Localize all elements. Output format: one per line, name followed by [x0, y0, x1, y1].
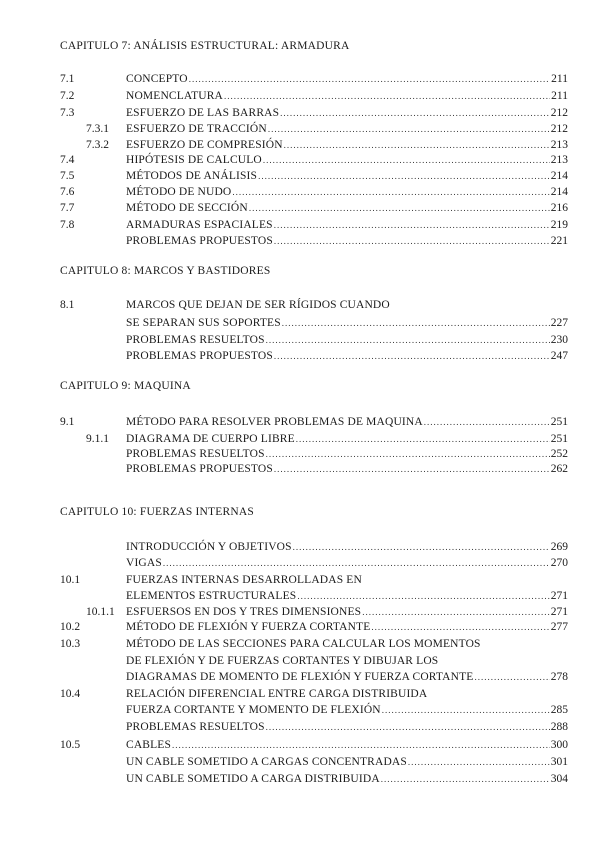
- dot-leader: [266, 446, 550, 462]
- toc-entry[interactable]: [0, 184, 600, 200]
- section-title: HIPÓTESIS DE CALCULO: [126, 154, 262, 166]
- toc-entry[interactable]: [0, 332, 600, 348]
- page-number: 304: [550, 773, 568, 785]
- page-number: 221: [550, 235, 568, 247]
- dot-leader: [172, 737, 550, 753]
- section-title: ARMADURAS ESPACIALES: [126, 219, 273, 231]
- section-title: CONCEPTO: [126, 73, 188, 85]
- toc-entry[interactable]: [0, 152, 600, 168]
- chapter-title: CAPITULO 7: ANÁLISIS ESTRUCTURAL: ARMADURA: [60, 40, 350, 52]
- page-number: 212: [550, 107, 568, 119]
- section-number: 10.5: [60, 739, 81, 751]
- section-title: DIAGRAMAS DE MOMENTO DE FLEXIÓN Y FUERZA CORTANTE: [126, 671, 474, 683]
- dot-leader: [274, 217, 550, 233]
- dot-leader: [297, 588, 549, 604]
- toc-entry[interactable]: [0, 572, 600, 588]
- section-number: 7.3.1: [86, 123, 109, 135]
- section-title: DE FLEXIÓN Y DE FUERZAS CORTANTES Y DIBUJAR LOS: [126, 655, 439, 667]
- page-number: 227: [550, 317, 568, 329]
- section-title: MÉTODO DE NUDO: [126, 186, 232, 198]
- section-title: ELEMENTOS ESTRUCTURALES: [126, 590, 297, 602]
- dot-leader: [266, 719, 550, 735]
- section-number: 7.3: [60, 107, 75, 119]
- dot-leader: [189, 71, 550, 87]
- page-number: 301: [550, 756, 568, 768]
- page-number: 214: [550, 170, 568, 182]
- toc-entry[interactable]: [0, 588, 600, 604]
- toc-entry[interactable]: [0, 619, 600, 635]
- section-title: NOMENCLATURA: [126, 90, 223, 102]
- page-number: 271: [550, 590, 568, 602]
- dot-leader: [280, 105, 550, 121]
- section-number: 7.2: [60, 90, 75, 102]
- dot-leader: [163, 555, 550, 571]
- section-number: 10.1.1: [86, 606, 115, 618]
- dot-leader: [408, 754, 550, 770]
- toc-entry[interactable]: [0, 348, 600, 364]
- section-title: FUERZAS INTERNAS DESARROLLADAS EN: [126, 574, 362, 586]
- section-title: PROBLEMAS PROPUESTOS: [126, 463, 273, 475]
- page-number: 288: [550, 721, 568, 733]
- page-number: 300: [550, 739, 568, 751]
- toc-entry[interactable]: [0, 168, 600, 184]
- toc-entry[interactable]: [0, 446, 600, 462]
- toc-entry[interactable]: [0, 539, 600, 555]
- section-number: 7.4: [60, 154, 75, 166]
- toc-entry[interactable]: [0, 669, 600, 685]
- toc-entry[interactable]: [0, 88, 600, 104]
- toc-entry[interactable]: [0, 702, 600, 718]
- toc-entry[interactable]: [0, 105, 600, 121]
- dot-leader: [266, 332, 550, 348]
- section-number: 9.1.1: [86, 433, 109, 445]
- page-number: 247: [550, 350, 568, 362]
- section-title: MÉTODO DE LAS SECCIONES PARA CALCULAR LOS MOMENTOS: [126, 638, 481, 650]
- section-title: PROBLEMAS PROPUESTOS: [126, 350, 273, 362]
- toc-entry[interactable]: [0, 217, 600, 233]
- page-number: 212: [550, 123, 568, 135]
- dot-leader: [282, 315, 550, 331]
- section-title: DIAGRAMA DE CUERPO LIBRE: [126, 433, 295, 445]
- dot-leader: [263, 152, 550, 168]
- dot-leader: [249, 200, 550, 216]
- section-title: PROBLEMAS RESUELTOS: [126, 334, 265, 346]
- page-number: 271: [550, 606, 568, 618]
- page-number: 285: [550, 704, 568, 716]
- dot-leader: [274, 461, 550, 477]
- toc-entry[interactable]: [0, 461, 600, 477]
- section-title: ESFUERZO DE LAS BARRAS: [126, 107, 280, 119]
- chapter-title: CAPITULO 9: MAQUINA: [60, 380, 191, 392]
- section-title: MÉTODO DE FLEXIÓN Y FUERZA CORTANTE: [126, 621, 371, 633]
- page-number: 216: [550, 202, 568, 214]
- chapter-title: CAPITULO 10: FUERZAS INTERNAS: [60, 506, 254, 518]
- section-title: INTRODUCCIÓN Y OBJETIVOS: [126, 541, 292, 553]
- toc-entry[interactable]: [0, 137, 600, 153]
- section-title: MÉTODOS DE ANÁLISIS: [126, 170, 258, 182]
- section-number: 7.6: [60, 186, 75, 198]
- dot-leader: [424, 414, 550, 430]
- toc-entry[interactable]: [0, 636, 600, 652]
- section-number: 10.3: [60, 638, 81, 650]
- page-number: 211: [551, 90, 568, 102]
- section-title: PROBLEMAS PROPUESTOS: [126, 235, 273, 247]
- section-number: 10.1: [60, 574, 81, 586]
- section-number: 9.1: [60, 416, 75, 428]
- toc-entry[interactable]: [0, 686, 600, 702]
- dot-leader: [232, 184, 549, 200]
- toc-entry[interactable]: [0, 431, 600, 447]
- toc-entry[interactable]: [0, 653, 600, 669]
- toc-entry[interactable]: [0, 771, 600, 787]
- page-number: 230: [550, 334, 568, 346]
- toc-entry[interactable]: [0, 555, 600, 571]
- section-title: MARCOS QUE DEJAN DE SER RÍGIDOS CUANDO: [126, 299, 390, 311]
- page-number: 219: [550, 219, 568, 231]
- section-title: FUERZA CORTANTE Y MOMENTO DE FLEXIÓN: [126, 704, 381, 716]
- toc-entry[interactable]: [0, 121, 600, 137]
- section-number: 7.3.2: [86, 139, 109, 151]
- section-title: PROBLEMAS RESUELTOS: [126, 448, 265, 460]
- toc-entry[interactable]: [0, 604, 600, 620]
- section-title: CABLES: [126, 739, 171, 751]
- section-title: UN CABLE SOMETIDO A CARGA DISTRIBUIDA: [126, 773, 380, 785]
- toc-entry[interactable]: [0, 315, 600, 331]
- dot-leader: [268, 121, 550, 137]
- page-number: 278: [550, 671, 568, 683]
- page-number: 213: [550, 154, 568, 166]
- toc-entry[interactable]: [0, 754, 600, 770]
- page-number: 262: [550, 463, 568, 475]
- section-title: ESFUERZO DE COMPRESIÓN: [126, 139, 283, 151]
- dot-leader: [371, 619, 549, 635]
- page-number: 213: [550, 139, 568, 151]
- section-number: 7.7: [60, 202, 75, 214]
- section-title: RELACIÓN DIFERENCIAL ENTRE CARGA DISTRIBUIDA: [126, 688, 428, 700]
- section-number: 8.1: [60, 299, 75, 311]
- dot-leader: [382, 702, 550, 718]
- chapter-title: CAPITULO 8: MARCOS Y BASTIDORES: [60, 265, 271, 277]
- toc-entry[interactable]: [0, 719, 600, 735]
- section-number: 7.1: [60, 73, 75, 85]
- section-number: 10.2: [60, 621, 81, 633]
- section-title: MÉTODO DE SECCIÓN: [126, 202, 248, 214]
- section-title: ESFUERZO DE TRACCIÓN: [126, 123, 267, 135]
- dot-leader: [362, 604, 550, 620]
- toc-entry[interactable]: [0, 200, 600, 216]
- section-number: 7.8: [60, 219, 75, 231]
- dot-leader: [274, 348, 550, 364]
- dot-leader: [474, 669, 549, 685]
- page-number: 269: [550, 541, 568, 553]
- section-number: 7.5: [60, 170, 75, 182]
- dot-leader: [284, 137, 550, 153]
- page-number: 251: [550, 433, 568, 445]
- dot-leader: [296, 431, 550, 447]
- dot-leader: [293, 539, 550, 555]
- section-title: VIGAS: [126, 557, 162, 569]
- toc-entry[interactable]: [0, 737, 600, 753]
- section-title: MÉTODO PARA RESOLVER PROBLEMAS DE MAQUINA: [126, 416, 423, 428]
- page-number: 251: [550, 416, 568, 428]
- dot-leader: [224, 88, 550, 104]
- section-title: UN CABLE SOMETIDO A CARGAS CONCENTRADAS: [126, 756, 407, 768]
- toc-entry[interactable]: [0, 71, 600, 87]
- toc-entry[interactable]: [0, 414, 600, 430]
- dot-leader: [258, 168, 550, 184]
- toc-entry[interactable]: [0, 233, 600, 249]
- section-title: ESFUERSOS EN DOS Y TRES DIMENSIONES: [126, 606, 362, 618]
- page-number: 211: [551, 73, 568, 85]
- page-number: 214: [550, 186, 568, 198]
- section-number: 10.4: [60, 688, 81, 700]
- page-number: 277: [550, 621, 568, 633]
- page-number: 270: [550, 557, 568, 569]
- section-title: SE SEPARAN SUS SOPORTES: [126, 317, 281, 329]
- dot-leader: [381, 771, 550, 787]
- section-title: PROBLEMAS RESUELTOS: [126, 721, 265, 733]
- dot-leader: [274, 233, 550, 249]
- toc-entry[interactable]: [0, 297, 600, 313]
- page-number: 252: [550, 448, 568, 460]
